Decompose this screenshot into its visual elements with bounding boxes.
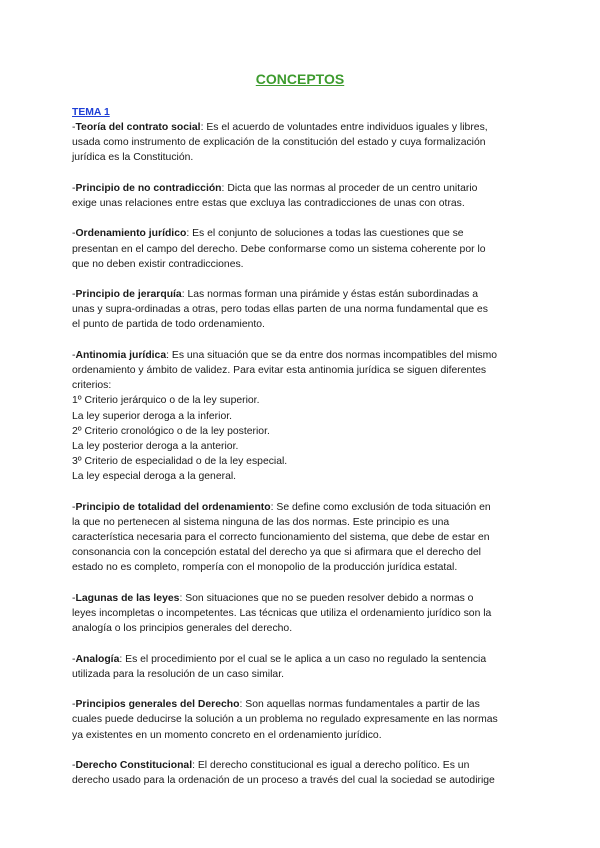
text-line — [72, 378, 534, 393]
text-line — [72, 242, 534, 257]
definition-text: que no deben existir contradicciones. — [72, 258, 244, 270]
definition-text: La ley especial deroga a la general. — [72, 471, 237, 483]
entry-prefix: - — [72, 289, 76, 301]
entry-prefix: - — [72, 501, 76, 513]
entry-prefix: - — [72, 759, 76, 771]
text-line — [72, 257, 534, 272]
definition-text: : Son aquellas normas fundamentales a partir de las — [239, 699, 480, 711]
definition-text: leyes incompletas o incompetentes. Las técnicas que utiliza el ordenamiento jurídico son la — [72, 608, 492, 619]
concept-term: Principio de no contradicción — [75, 182, 222, 194]
document-body — [72, 105, 534, 788]
entry-prefix: - — [72, 182, 76, 194]
entry-prefix: - — [72, 653, 76, 665]
text-line — [72, 560, 534, 575]
text-line — [72, 515, 534, 530]
definition-text: unas y supra-ordinadas a otras, pero todas ellas parten de una norma fundamental que es — [72, 304, 488, 316]
text-line — [72, 545, 534, 560]
entry-prefix: - — [72, 592, 76, 604]
definition-text: estado no es completo, rompería con el monopolio de la producción jurídica estatal. — [72, 562, 458, 574]
definition-text: utilizada para la resolución de un caso similar. — [72, 668, 284, 680]
definition-text: : Dicta que las normas al proceder de un centro unitario — [221, 182, 478, 194]
concept-term: Analogía — [75, 653, 120, 665]
definition-text: 1º Criterio jerárquico o de la ley superior. — [72, 395, 260, 407]
text-line — [72, 439, 534, 454]
definition-text: : Es el procedimiento por el cual se le aplica a un caso no regulado la sentencia — [119, 653, 487, 665]
text-line — [72, 606, 534, 621]
definition-text: consonancia con la concepción estatal del derecho ya que si afirmara que el derecho del — [72, 547, 481, 559]
section-heading: TEMA 1 — [72, 107, 110, 118]
text-line — [72, 150, 534, 165]
text-line — [72, 302, 534, 317]
concept-entry — [72, 500, 534, 576]
text-line — [72, 758, 534, 773]
text-line — [72, 317, 534, 332]
text-line — [72, 667, 534, 682]
text-line — [72, 591, 534, 606]
definition-text: : Es una situación que se da entre dos normas incompatibles del mismo — [166, 349, 498, 361]
definition-text: exige unas relaciones entre estas que excluya las contradicciones de unas con otras. — [72, 197, 465, 209]
concept-term: Principio de jerarquía — [75, 289, 182, 301]
text-line — [72, 530, 534, 545]
definition-text: cuales puede deducirse la solución a un problema no regulado expresamente en las normas — [72, 714, 498, 726]
concept-entry — [72, 120, 534, 166]
definition-text: ya existentes en un momento concreto en el ordenamiento jurídico. — [72, 729, 382, 741]
definition-text: : Son situaciones que no se pueden resolver debido a normas o — [179, 592, 474, 604]
definition-text: jurídica es la Constitución. — [72, 152, 194, 164]
text-line — [72, 621, 534, 636]
concept-entry — [72, 287, 534, 333]
text-line — [72, 424, 534, 439]
text-line — [72, 363, 534, 378]
definition-text: ordenamiento y ámbito de validez. Para evitar esta antinomia jurídica se siguen diferentes — [72, 365, 487, 376]
text-line — [72, 393, 534, 408]
entry-prefix: - — [72, 349, 76, 361]
definition-text: derecho usado para la ordenación de un proceso a través del cual la sociedad se autodirige — [72, 775, 495, 787]
text-line — [72, 348, 534, 363]
definition-text: : Es el acuerdo de voluntades entre individuos iguales y libres, — [200, 122, 488, 133]
concept-term: Derecho Constitucional — [75, 759, 193, 771]
definition-text: analogía o los principios generales del derecho. — [72, 623, 293, 635]
definition-text: presentan en el campo del derecho. Debe conformarse como un sistema coherente por lo — [72, 243, 486, 255]
concept-entry — [72, 758, 534, 788]
text-line — [72, 135, 534, 150]
concept-term: Antinomia jurídica — [75, 349, 167, 361]
text-line — [72, 469, 534, 484]
definition-text: usada como instrumento de explicación de la constitución del estado y cuya formalización — [72, 137, 486, 149]
concept-entry — [72, 181, 534, 211]
entry-prefix: - — [72, 228, 76, 240]
text-line — [72, 454, 534, 469]
concept-entry — [72, 652, 534, 682]
concept-entry — [72, 348, 534, 485]
definition-text: La ley superior deroga a la inferior. — [72, 410, 232, 422]
entry-prefix: - — [72, 122, 76, 133]
text-line — [72, 773, 534, 788]
definition-text: : El derecho constitucional es igual a derecho político. Es un — [192, 759, 470, 771]
text-line — [72, 226, 534, 241]
concept-term: Principios generales del Derecho — [75, 699, 240, 711]
text-line — [72, 500, 534, 515]
concept-term: Teoría del contrato social — [75, 122, 201, 133]
definition-text: 3º Criterio de especialidad o de la ley especial. — [72, 456, 288, 468]
text-line — [72, 652, 534, 667]
text-line — [72, 196, 534, 211]
concept-entry — [72, 697, 534, 743]
definition-text: característica necesaria para el correcto funcionamiento del sistema, que debe de estar en — [72, 532, 490, 544]
text-line — [72, 287, 534, 302]
text-line — [72, 120, 534, 135]
text-line — [72, 712, 534, 727]
concept-list — [72, 120, 534, 788]
definition-text: : Se define como exclusión de toda situación en — [270, 501, 491, 513]
definition-text: La ley posterior deroga a la anterior. — [72, 440, 239, 452]
definition-text: : Las normas forman una pirámide y éstas están subordinadas a — [181, 289, 479, 301]
concept-term: Lagunas de las leyes — [75, 592, 180, 604]
text-line — [72, 728, 534, 743]
text-line — [72, 697, 534, 712]
definition-text: el punto de partida de todo ordenamiento. — [72, 319, 265, 331]
entry-prefix: - — [72, 699, 76, 711]
concept-term: Ordenamiento jurídico — [75, 228, 187, 240]
definition-text: : Es el conjunto de soluciones a todas las cuestiones que se — [186, 228, 464, 240]
text-line — [72, 181, 534, 196]
definition-text: la que no pertenecen al sistema ninguna de las dos normas. Este principio es una — [72, 516, 450, 528]
concept-entry — [72, 591, 534, 637]
concept-term: Principio de totalidad del ordenamiento — [75, 501, 271, 513]
concept-entry — [72, 226, 534, 272]
definition-text: criterios: — [72, 380, 112, 392]
definition-text: 2º Criterio cronológico o de la ley posterior. — [72, 425, 270, 437]
text-line — [72, 409, 534, 424]
page-title: CONCEPTOS — [255, 71, 345, 87]
